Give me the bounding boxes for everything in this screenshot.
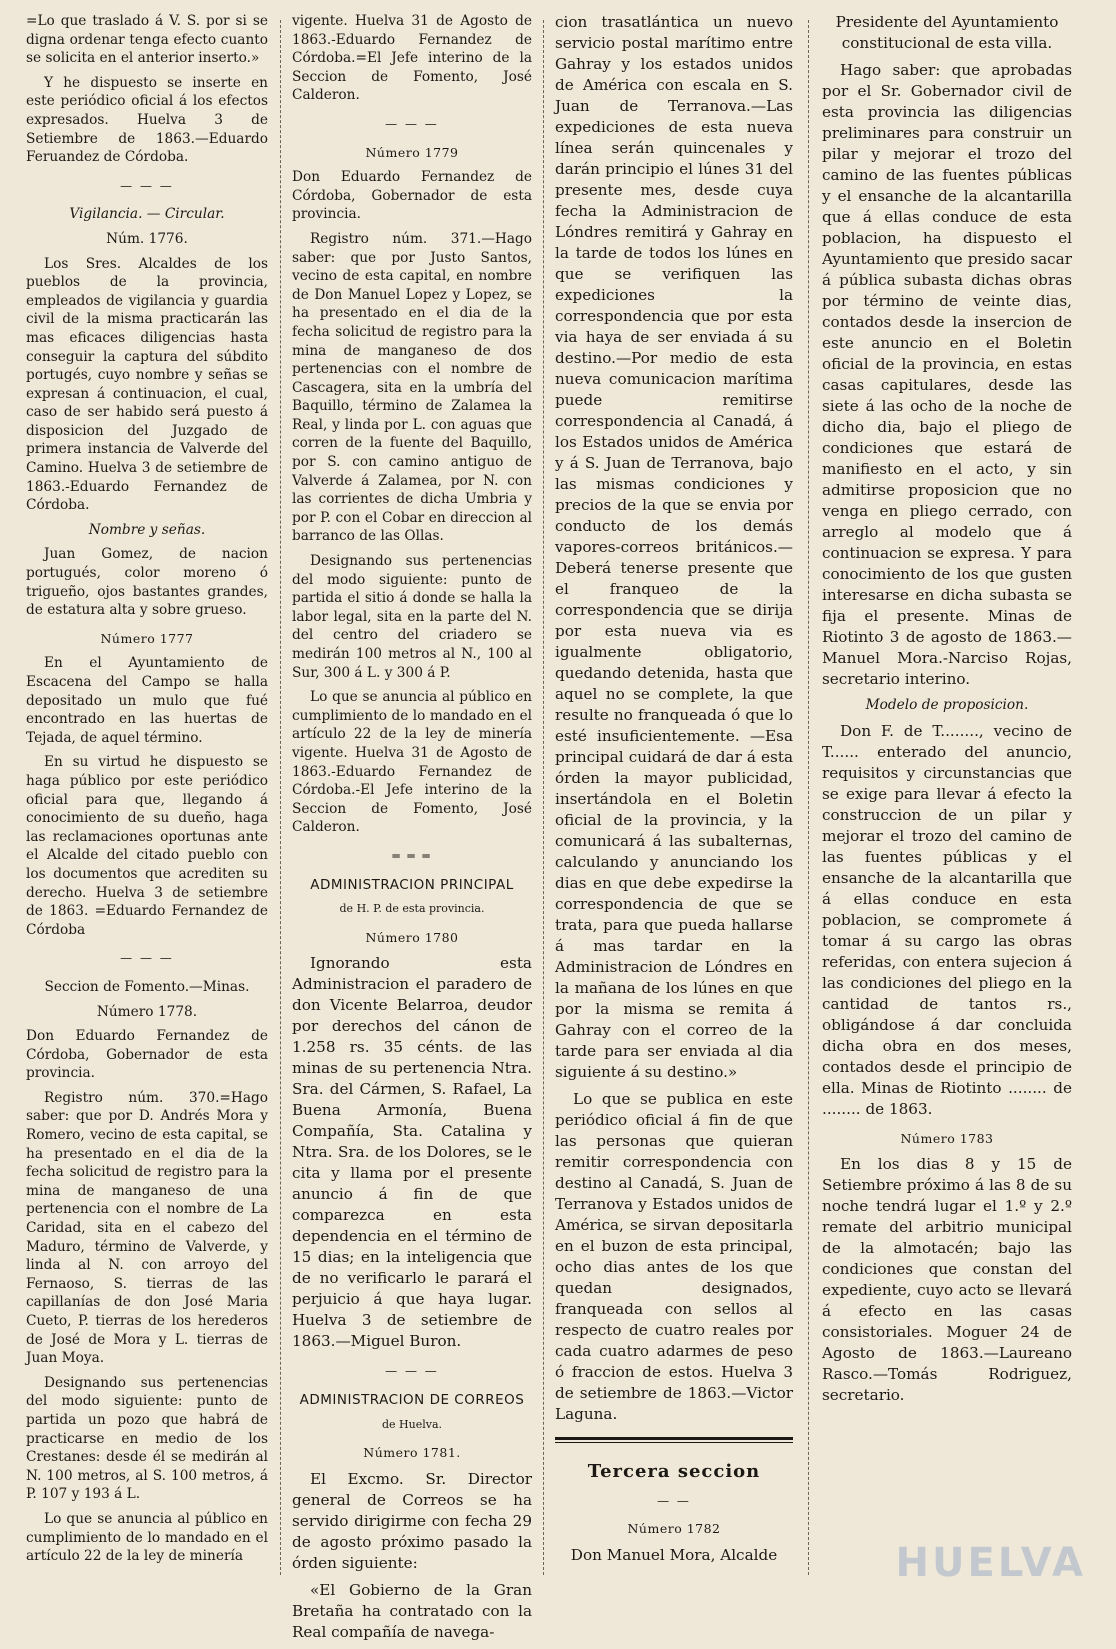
divider: — — — [657, 1493, 691, 1508]
column-rule-2 — [543, 20, 544, 1575]
paragraph: Designando sus pertenencias del modo siguiente: punto de partida el sitio á donde se halla la labor legal, sita en la parte del N. del centro del criadero se medirán 100 metros al N., 100 al Sur, 300 á L. y 300 á P. — [292, 553, 532, 681]
paragraph: Lo que se anuncia al público en cumplimiento de lo mandado en el artículo 22 de la ley de minería — [26, 1510, 268, 1565]
divider: — — — — [120, 178, 174, 193]
paragraph: Hago saber: que aprobadas por el Sr. Gobernador civil de esta provincia las diligencias preliminares para construir un pilar y mejorar el trozo del camino de las fuentes públicas y el ensanche de la alcantarilla que á ellas conduce de esta poblacion, ha dispuesto el Ayuntamiento que presido sacar á pública subasta dichas obras por término de veinte dias, contados desde la insercion de este anuncio en el Boletin oficial de la provincia, en estas casas capitulares, desde las siete á las ocho de la noche de dicho dia, bajo el pliego de condiciones que estará de manifiesto en el acto, y sin admitirse proposicion que no venga en pliego cerrado, con arreglo al modelo que á continuacion se expresa. Y para conocimiento de los que gusten interesarse en dicha subasta se fija el presente. Minas de Riotinto 3 de agosto de 1863.—Manuel Mora.-Narciso Rojas, secretario interino. — [822, 61, 1072, 688]
section-rule — [555, 1437, 793, 1443]
paragraph: Juan Gomez, de nacion portugués, color moreno ó trigueño, ojos bastantes grandes, de estatura alta y sobre grueso. — [26, 546, 268, 619]
subheading: Modelo de proposicion. — [865, 697, 1029, 713]
paragraph: En su virtud he dispuesto se haga público por este periódico oficial para que, llegando á conocimiento de su dueño, haga las reclamaciones oportunas ante el Alcalde del citado pueblo con los documentos que acrediten su derecho. Huelva 3 de setiembre de 1863. =Eduardo Fernandez de Córdoba — [26, 754, 268, 938]
column-rule-1 — [280, 20, 281, 1575]
paragraph: Don Eduardo Fernandez de Córdoba, Gobernador de esta provincia. — [26, 1028, 268, 1082]
column-2 — [292, 12, 532, 1649]
notice-number: Número 1777 — [100, 630, 194, 646]
column-3 — [555, 12, 793, 1572]
paragraph: Don Manuel Mora, Alcalde — [570, 1545, 778, 1564]
paragraph: En el Ayuntamiento de Escacena del Campo se halla depositado un mulo que fué encontrado en las huertas de Tejada, de aquel término. — [26, 655, 268, 746]
paragraph: El Excmo. Sr. Director general de Correos se ha servido dirigirme con fecha 29 de agosto próximo pasado la órden siguiente: — [292, 1469, 532, 1572]
paragraph: Registro núm. 371.—Hago saber: que por Justo Santos, vecino de esta capital, en nombre de Don Manuel Lopez y Lopez, se ha presentado en el dia de la fecha solicitud de registro para la mina de manganeso de dos pertenencias con el nombre de Cascagera, sita en la umbría del Baquillo, término de Zalamea la Real, y linda por L. con aguas que corren de la fuente del Baquillo, por S. con camino antiguo de Valverde á Zalamea, por N. con las corrientes de dicha Umbria y por P. con el Cobar en direccion al barranco de las Ollas. — [292, 230, 532, 545]
notice-number: Núm. 1776. — [106, 230, 188, 247]
divider: — — — — [385, 1364, 439, 1379]
subheading: Nombre y señas. — [88, 521, 206, 538]
section-title: Vigilancia. — Circular. — [69, 206, 225, 223]
section-title: ADMINISTRACION DE CORREOS — [299, 1391, 525, 1408]
paragraph: Designando sus pertenencias del modo siguiente: punto de partida un pozo que habrá de practicarse en medio de los Crestanes: desde él se medirán al N. 100 metros, al S. 100 metros, á P. 107 y 193 á L. — [26, 1374, 268, 1503]
notice-number: Número 1780 — [365, 929, 459, 945]
paragraph: Y he dispuesto se inserte en este periódico oficial á los efectos expresados. Huelva 3 de Setiembre de 1863.—Eduardo Feruandez de Córdoba. — [26, 74, 268, 166]
section-title: Seccion de Fomento.—Minas. — [44, 978, 250, 995]
paragraph: =Lo que traslado á V. S. por si se digna ordenar tenga efecto cuanto se solicita en el anterior inserto.» — [26, 13, 268, 67]
paragraph: Registro núm. 370.=Hago saber: que por D. Andrés Mora y Romero, vecino de esta capital, se ha presentado en el dia de la fecha solicitud de registro para la mina de manganeso de una pertenencia con el nombre de La Caridad, sita en el cabezo del Maduro, término de Valverde, y linda al N. con arroyo del Fernaoso, S. tierras de las capillanías de don José Maria Cueto, P. tierras de los herederos de José de Mora y L. tierras de Juan Moya. — [26, 1089, 268, 1367]
section-subtitle: de Huelva. — [381, 1417, 443, 1431]
notice-number: Número 1778. — [96, 1003, 198, 1020]
divider: — — — — [385, 116, 439, 131]
library-watermark: HUELVA — [895, 1540, 1086, 1586]
notice-number: Número 1781. — [363, 1445, 461, 1461]
paragraph: «El Gobierno de la Gran Bretaña ha contratado con la Real compañía de navega- — [292, 1580, 532, 1641]
paragraph: En los dias 8 y 15 de Setiembre próximo á las 8 de su noche tendrá lugar el 1.º y 2.º remate del arbitrio municipal de la almotacén; bajo las condiciones que constan del expediente, cuyo acto se llevará á efecto en las casas consistoriales. Moguer 24 de Agosto de 1863.—Laureano Rasco.—Tomás Rodriguez, secretario. — [822, 1155, 1072, 1405]
paragraph: Don Eduardo Fernandez de Córdoba, Gobernador de esta provincia. — [292, 169, 532, 223]
paragraph: vigente. Huelva 31 de Agosto de 1863.-Eduardo Fernandez de Córdoba.=El Jefe interino de la Seccion de Fomento, José Calderon. — [292, 13, 532, 104]
paragraph: cion trasatlántica un nuevo servicio postal marítimo entre Gahray y los estados unidos de América con escala en S. Juan de Terranova.—Las expediciones de esta nueva línea serán quincenales y darán principio el lúnes 31 del presente mes, desde cuya fecha la Administracion de Lóndres remitirá y Gahray en la tarde de todos los lúnes en que se verifiquen las expediciones la correspondencia que por esta via haya de ser enviada á su destino.—Por medio de esta nueva comunicacion marítima puede remitirse correspondencia al Canadá, á los Estados unidos de América y á S. Juan de Terranova, bajo las mismas condiciones y precios de la que se envia por conducto de los demás vapores-correos británicos.—Deberá tenerse presente que el franqueo de la correspondencia que se dirija por esta nueva via es igualmente obligatorio, quedando detenida, hasta que aquel no se complete, la que resulte no franqueada ó que lo esté insuficientemente. —Esa principal cuidará de dar á esta órden la mayor publicidad, insertándola en el Boletin oficial de la provincia, y la comunicará á las subalternas, calculando y anunciando los dias en que debe expedirse la correspondencia de que se trata, para que pueda hallarse á mas tardar en la Administracion de Lóndres en la mañana de los lúnes en que por la misma se remita á Gahray con el correo de la tarde para ser enviada al dia siguiente á su destino.» — [555, 13, 793, 1081]
paragraph: Lo que se anuncia al público en cumplimiento de lo mandado en el artículo 22 de la ley de minería vigente. Huelva 31 de Agosto de 1863.-Eduardo Fernandez de Córdoba.-El Jefe interino de la Seccion de Fomento, José Calderon. — [292, 689, 532, 836]
paragraph: Presidente del Ayuntamiento constitucional de esta villa. — [835, 13, 1059, 52]
column-4 — [822, 12, 1072, 1412]
notice-number: Número 1779 — [365, 144, 459, 160]
divider: — — — — [120, 951, 174, 966]
paragraph: Lo que se publica en este periódico oficial á fin de que las personas que quieran remitir correspondencia con destino al Canadá, S. Juan de Terranova y Estados unidos de América, se sirvan depositarla en el buzon de esta principal, ocho dias antes de los que quedan designados, franqueada con sellos al respecto de cuatro reales por cada cuatro adarmes de peso ó fraccion de estos. Huelva 3 de setiembre de 1863.—Victor Laguna. — [555, 1090, 793, 1423]
notice-number: Número 1782 — [627, 1521, 721, 1537]
section-heading: Tercera seccion — [587, 1461, 761, 1482]
column-1 — [26, 12, 268, 1572]
column-rule-3 — [808, 20, 809, 1575]
notice-number: Número 1783 — [900, 1130, 994, 1146]
paragraph: Los Sres. Alcaldes de los pueblos de la provincia, empleados de vigilancia y guardia civil de la misma practicarán las mas eficaces diligencias hasta conseguir la captura del súbdito portugés, cuyo nombre y señas se expresan á continuacion, el cual, caso de ser habido será puesto á disposicion del Juzgado de primera instancia de Valverde del Camino. Huelva 3 de setiembre de 1863.-Eduardo Fernandez de Córdoba. — [26, 255, 268, 514]
section-title: ADMINISTRACION PRINCIPAL — [310, 876, 514, 893]
divider: ═ ═ ═ — [392, 848, 432, 863]
section-subtitle: de H. P. de esta provincia. — [339, 902, 485, 916]
paragraph: Ignorando esta Administracion el paradero de don Vicente Belarroa, deudor por derechos del cánon de 1.258 rs. 35 cénts. de las minas de su pertenencia Ntra. Sra. del Cármen, S. Rafael, La Buena Armonía, Buena Compañía, Sta. Catalina y Ntra. Sra. de los Dolores, se le cita y llama por el presente anuncio á fin de que comparezca en esta dependencia en el término de 15 dias; en la inteligencia que de no verificarlo le parará el perjuicio á que haya lugar. Huelva 3 de setiembre de 1863.—Miguel Buron. — [292, 954, 532, 1351]
paragraph: Don F. de T........, vecino de T...... enterado del anuncio, requisitos y circunstancias que se exige para llevar á efecto la construccion de un pilar y mejorar el trozo del camino de las fuentes públicas y el ensanche de la alcantarilla que á ellas conduce en esta poblacion, se compromete á tomar á su cargo las obras referidas, con entera sujecion á las condiciones del pliego en la cantidad de tantos rs., obligándose á dar concluida dicha obra en dos meses, contados desde el principio de ella. Minas de Riotinto ........ de ........ de 1863. — [822, 721, 1072, 1118]
